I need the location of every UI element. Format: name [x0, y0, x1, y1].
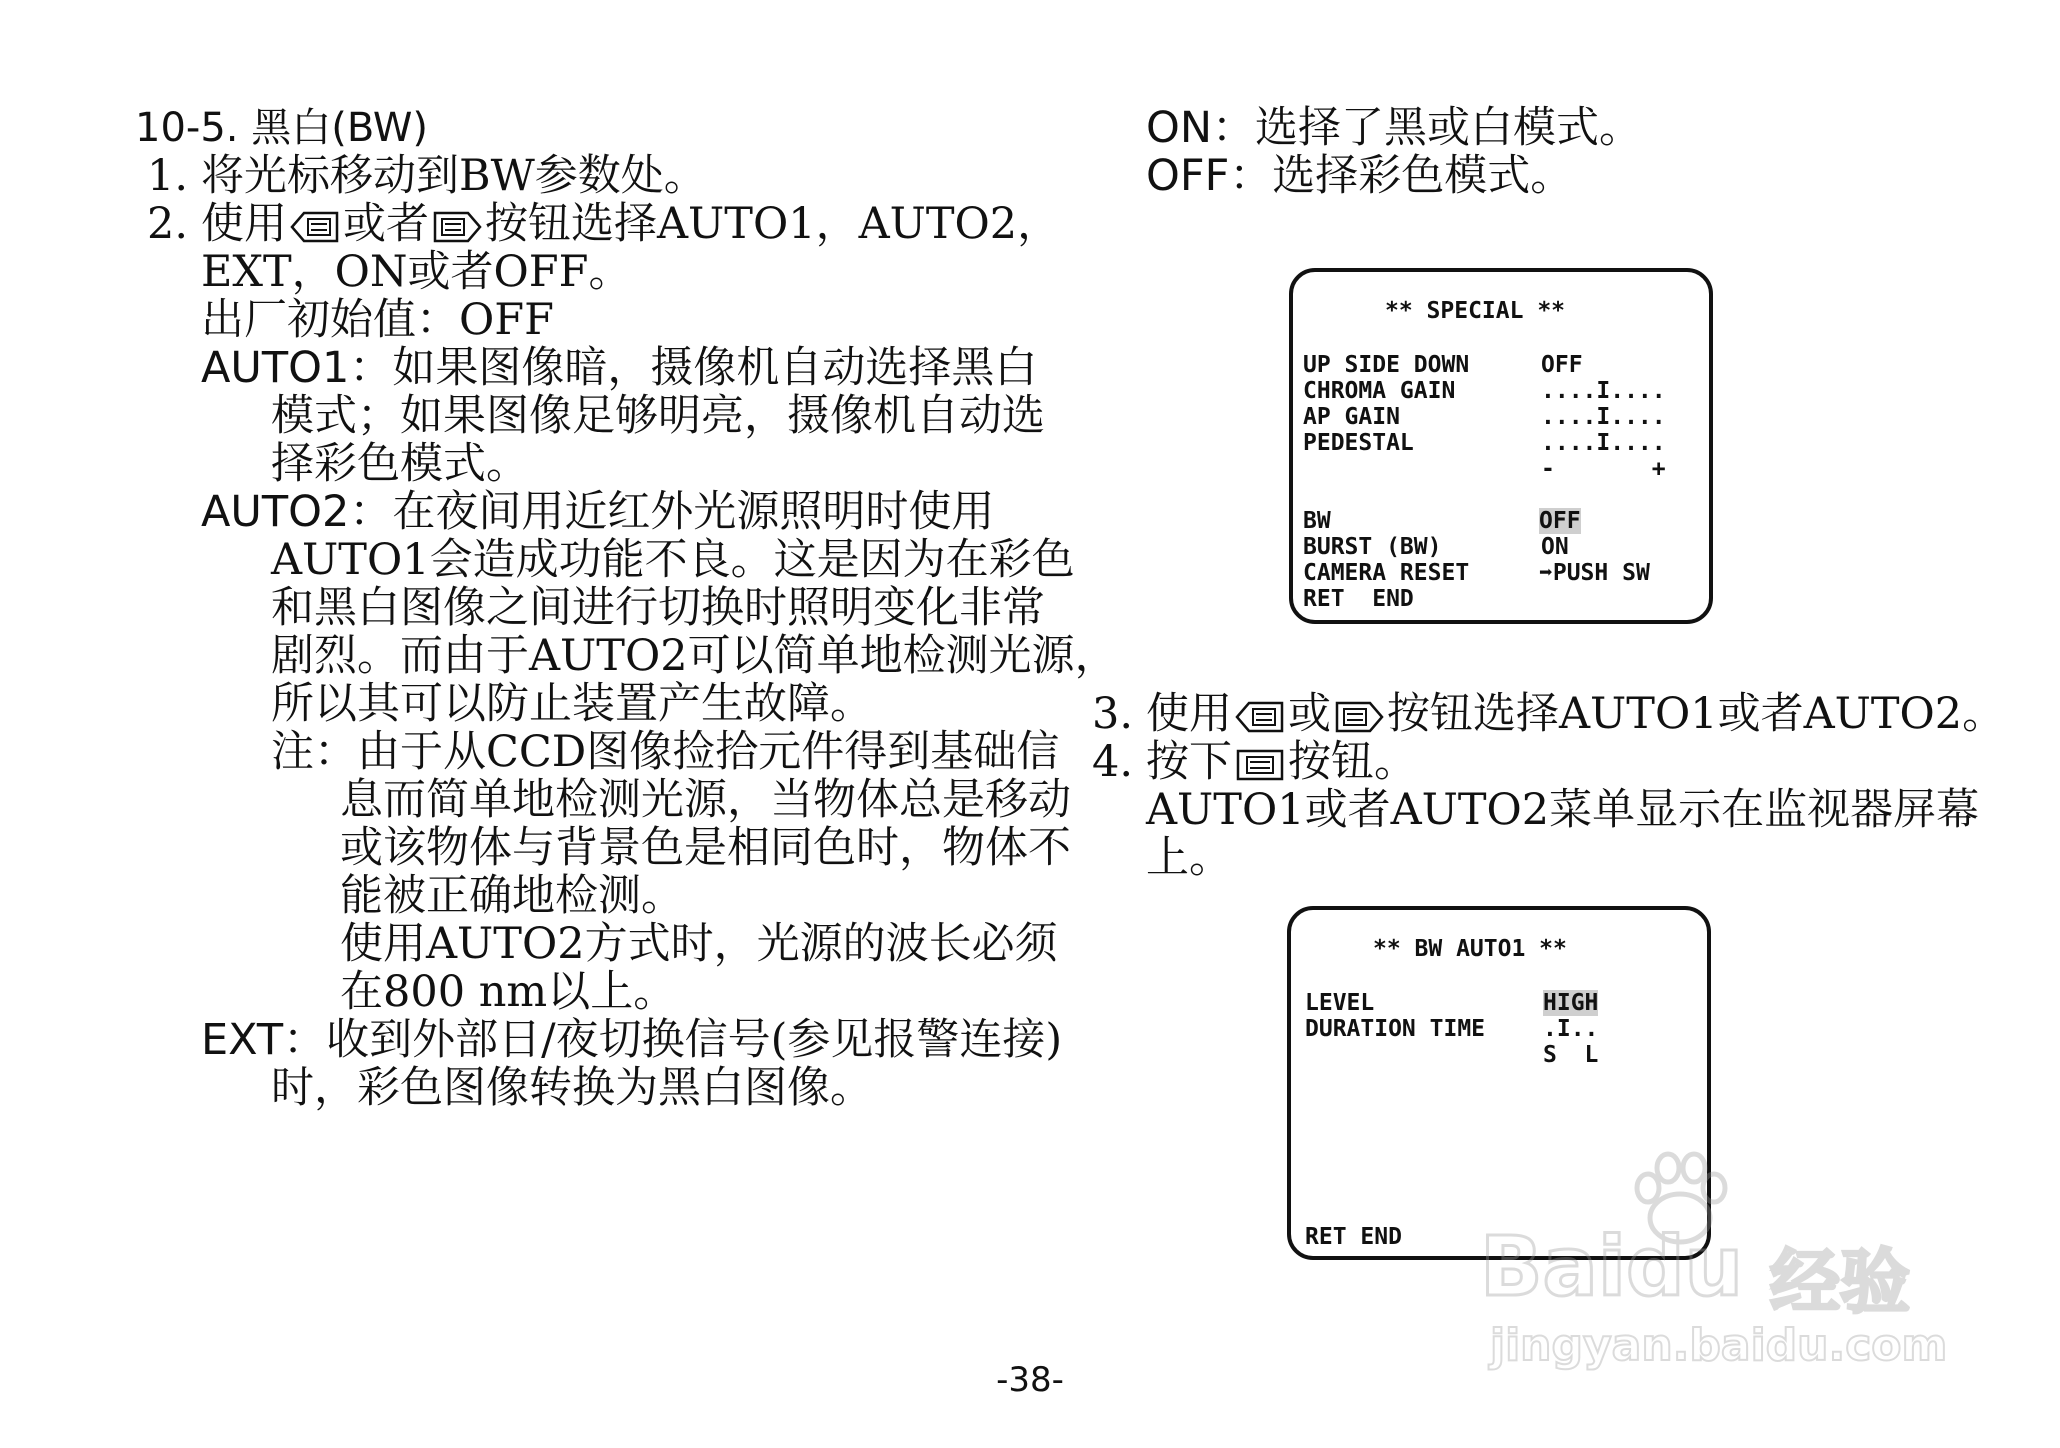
auto1-line-3: 择彩色模式。	[271, 439, 529, 489]
step-2-text-a: 使用	[201, 199, 287, 249]
osd-row-label: CHROMA GAIN	[1303, 378, 1456, 404]
watermark-cn: 经验	[1770, 1241, 1910, 1323]
off-line	[1146, 152, 1573, 200]
step-4-text-b: 按钮。	[1288, 737, 1417, 787]
left-button-icon	[290, 210, 340, 244]
note-line-6: 在800 nm以上。	[340, 967, 677, 1017]
on-text: ：选择了黑或白模式。	[1212, 103, 1643, 153]
step-4-number: 4.	[1092, 737, 1134, 787]
watermark-url: jingyan.baidu.com	[1490, 1320, 1948, 1371]
auto1-keyword: AUTO1	[201, 343, 350, 393]
auto2-text-1: 在夜间用近红外光源照明时使用	[392, 487, 995, 537]
watermark-brand	[1480, 1220, 1743, 1315]
step-3-text-b: 或	[1288, 689, 1331, 739]
osd-reset-label: CAMERA RESET	[1303, 560, 1470, 586]
step-3-text-a: 使用	[1146, 689, 1232, 739]
note-colon: ：	[314, 727, 357, 777]
osd-burst-value: ON	[1541, 534, 1569, 560]
watermark-brand-a: Bai	[1480, 1220, 1626, 1315]
step-1-number: 1.	[147, 151, 189, 201]
right-button-icon	[432, 210, 482, 244]
step-3-text-c: 按钮选择AUTO1或者AUTO2。	[1387, 689, 2006, 739]
on-keyword: ON	[1146, 103, 1213, 153]
watermark-brand-b: du	[1625, 1220, 1744, 1315]
step-4-line-2: AUTO1或者AUTO2菜单显示在监视器屏幕	[1146, 785, 1980, 835]
on-line	[1146, 104, 1642, 152]
auto1-colon: ：	[349, 343, 393, 393]
osd-duration-label: DURATION TIME	[1305, 1016, 1486, 1042]
osd-special-footer: RET END	[1303, 586, 1414, 612]
osd-level-label: LEVEL	[1305, 990, 1375, 1016]
auto2-line-2: AUTO1会造成功能不良。这是因为在彩色	[271, 535, 1075, 585]
note-line-5: 使用AUTO2方式时，光源的波长必须	[340, 919, 1058, 969]
off-text: ：选择彩色模式。	[1229, 151, 1574, 201]
auto1-line-1	[201, 344, 1037, 392]
note-line-1	[271, 728, 1059, 776]
osd-duration-scale: S L	[1543, 1042, 1599, 1068]
step-1-text: 将光标移动到BW参数处。	[201, 151, 707, 201]
osd-reset-text: PUSH SW	[1552, 560, 1650, 586]
note-line-4: 能被正确地检测。	[340, 871, 684, 921]
osd-special-title: ** SPECIAL **	[1385, 298, 1566, 324]
note-line-3: 或该物体与背景色是相同色时，物体不	[340, 823, 1071, 873]
osd-duration-value: .I..	[1543, 1016, 1599, 1042]
step-3-line	[1146, 690, 2005, 738]
step-4-line-1	[1146, 738, 1417, 786]
ext-line-1	[201, 1016, 1062, 1064]
set-button-icon	[1235, 748, 1285, 782]
auto2-line-1	[201, 488, 994, 536]
ext-line-2: 时，彩色图像转换为黑白图像。	[271, 1063, 873, 1113]
off-keyword: OFF	[1146, 151, 1230, 201]
note-line-2: 息而简单地检测光源，当物体总是移动	[340, 775, 1071, 825]
osd-burst-label: BURST (BW)	[1303, 534, 1442, 560]
osd-row-value: ....I....	[1541, 404, 1666, 430]
osd-reset-value	[1539, 560, 1650, 586]
baidu-watermark	[1470, 1140, 1950, 1380]
left-button-icon	[1235, 700, 1285, 734]
osd-bw-label: BW	[1303, 508, 1331, 534]
step-2-number: 2.	[147, 199, 189, 249]
ext-keyword: EXT	[201, 1015, 284, 1065]
step-4-line-3: 上。	[1146, 833, 1232, 883]
osd-row-label: UP SIDE DOWN	[1303, 352, 1470, 378]
osd-row-label: PEDESTAL	[1303, 430, 1414, 456]
note-text-1: 由于从CCD图像捡拾元件得到基础信	[357, 727, 1060, 777]
ext-colon: ：	[283, 1015, 327, 1065]
osd-auto1-title: ** BW AUTO1 **	[1373, 936, 1567, 962]
auto1-text-1: 如果图像暗，摄像机自动选择黑白	[392, 343, 1038, 393]
note-keyword: 注	[271, 727, 314, 777]
auto2-line-3: 和黑白图像之间进行切换时照明变化非常	[271, 583, 1045, 633]
step-2-line-1	[201, 200, 1060, 248]
osd-scale: - +	[1541, 456, 1666, 482]
page-number: -38-	[996, 1360, 1064, 1400]
step-2-text-b: 或者	[343, 199, 429, 249]
auto2-keyword: AUTO2	[201, 487, 350, 537]
step-2-text-c: 按钮选择AUTO1，AUTO2，	[485, 199, 1061, 249]
auto1-line-2: 模式；如果图像足够明亮，摄像机自动选	[271, 391, 1045, 441]
osd-row-value: ....I....	[1541, 430, 1666, 456]
ext-text-1: 收到外部日/夜切换信号(参见报警连接)	[326, 1015, 1063, 1065]
auto2-colon: ：	[349, 487, 393, 537]
osd-bw-value: OFF	[1539, 508, 1581, 534]
osd-level-value: HIGH	[1543, 990, 1599, 1016]
osd-auto1-footer: RET END	[1305, 1224, 1402, 1250]
section-heading: 10-5. 黑白(BW)	[135, 105, 428, 151]
auto2-line-4: 剧烈。而由于AUTO2可以简单地检测光源，	[271, 631, 1118, 681]
auto2-line-5: 所以其可以防止装置产生故障。	[271, 679, 873, 729]
step-2-line-2: EXT，ON或者OFF。	[201, 247, 632, 297]
right-button-icon	[1334, 700, 1384, 734]
osd-row-value: OFF	[1541, 352, 1583, 378]
step-4-text-a: 按下	[1146, 737, 1232, 787]
osd-row-value: ....I....	[1541, 378, 1666, 404]
factory-default: 出厂初始值：OFF	[201, 295, 554, 345]
osd-special-menu	[1289, 268, 1713, 624]
osd-row-label: AP GAIN	[1303, 404, 1400, 430]
arrow-right-icon: ➡	[1539, 560, 1553, 586]
step-3-number: 3.	[1092, 689, 1134, 739]
